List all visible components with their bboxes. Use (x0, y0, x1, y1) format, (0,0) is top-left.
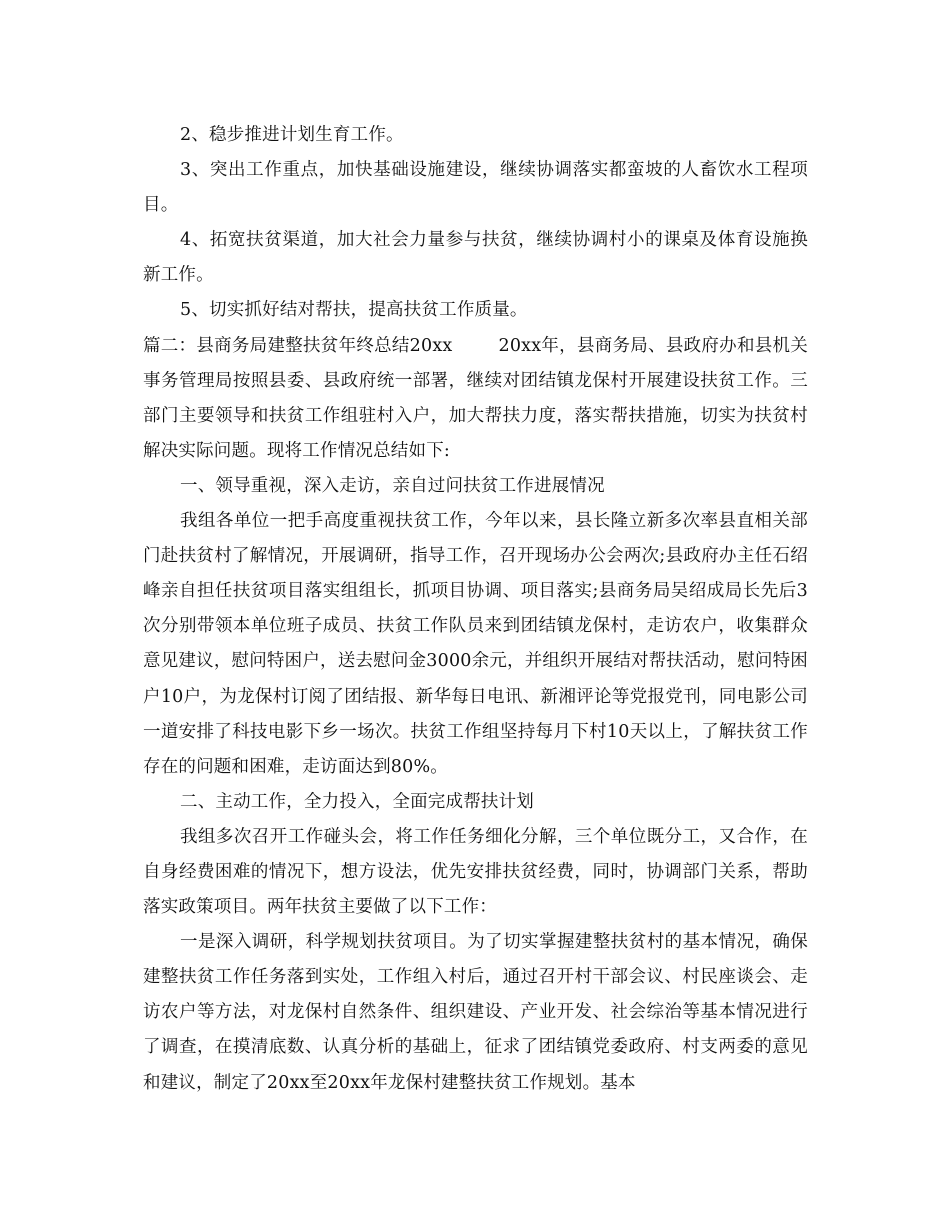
paragraph-item-2: 2、稳步推进计划生育工作。 (180, 125, 404, 145)
section-two-paragraph (143, 329, 808, 469)
paragraph-item-4: 4、拓宽扶贫渠道，加大社会力量参与扶贫，继续协调村小的课桌及体育设施换新工作。 (143, 230, 808, 286)
section-two-intro: 20xx年，县商务局、县政府办和县机关事务管理局按照县委、县政府统一部署，继续对团结镇龙保村开展建设扶贫工作。三部门主要领导和扶贫工作组驻村入户，加大帮扶力度，落实帮扶措施，切实为扶贫村解决实际问题。现将工作情况总结如下: (143, 335, 808, 461)
document-body (143, 118, 808, 1101)
paragraph-item-5: 5、切实抓好结对帮扶，提高扶贫工作质量。 (180, 300, 528, 321)
paragraph-item-3: 3、突出工作重点，加快基础设施建设，继续协调落实都蛮坡的人畜饮水工程项目。 (143, 160, 808, 216)
paragraph-leadership: 我组各单位一把手高度重视扶贫工作，今年以来，县长隆立新多次率县直相关部门赴扶贫村了解情况，开展调研，指导工作，召开现场办公会两次;县政府办主任石绍峰亲自担任扶贫项目落实组组长，抓项目协调、项目落实;县商务局吴绍成局长先后3次分别带领本单位班子成员、扶贫工作队员来到团结镇龙保村，走访农户，收集群众意见建议，慰问特困户，送去慰问金3000余元，并组织开展结对帮扶活动，慰问特困户10户，为龙保村订阅了团结报、新华每日电讯、新湘评论等党报党刊，同电影公司一道安排了科技电影下乡一场次。扶贫工作组坚持每月下村10天以上，了解扶贫工作存在的问题和困难，走访面达到80%。 (143, 511, 808, 777)
paragraph-research: 一是深入调研，科学规划扶贫项目。为了切实掌握建整扶贫村的基本情况，确保建整扶贫工作任务落到实处，工作组入村后，通过召开村干部会议、村民座谈会、走访农户等方法，对龙保村自然条件、组织建设、产业开发、社会综治等基本情况进行了调查，在摸清底数、认真分析的基础上，征求了团结镇党委政府、村支两委的意见和建议，制定了20xx至20xx年龙保村建整扶贫工作规划。基本 (143, 932, 808, 1093)
section-two-heading: 篇二：县商务局建整扶贫年终总结20xx (143, 335, 453, 356)
section-heading-work: 二、主动工作，全力投入，全面完成帮扶计划 (180, 791, 534, 812)
paragraph-work: 我组多次召开工作碰头会，将工作任务细化分解，三个单位既分工，又合作，在自身经费困难的情况下，想方设法，优先安排扶贫经费，同时，协调部门关系，帮助落实政策项目。两年扶贫主要做了以下工作： (143, 826, 808, 918)
section-heading-leadership: 一、领导重视，深入走访，亲自过问扶贫工作进展情况 (180, 475, 605, 496)
